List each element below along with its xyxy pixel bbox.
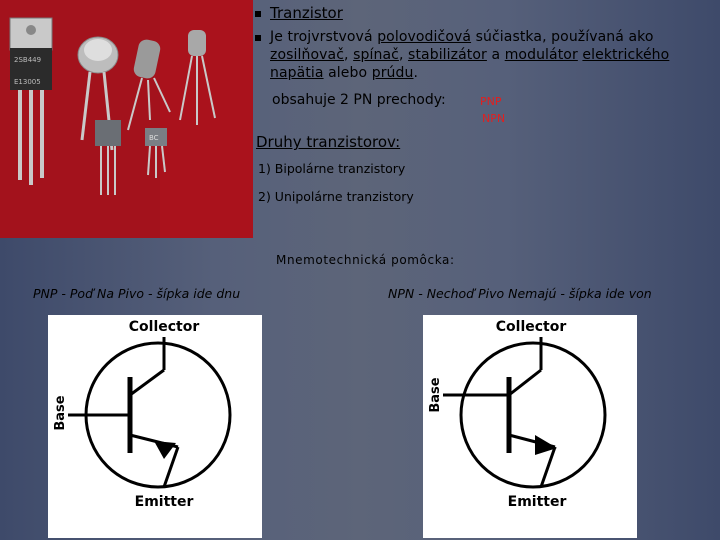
link-modulator[interactable]: modulátor: [504, 47, 578, 63]
npn-label: NPN: [482, 112, 506, 125]
part-label-small: BC: [149, 134, 159, 142]
npn-emitter-label: Emitter: [507, 494, 567, 510]
part-label-top: 2SB449: [14, 56, 42, 64]
link-zosilnovac[interactable]: zosilňovač: [270, 47, 344, 63]
bullet-2: [255, 35, 261, 41]
part-label-bottom: E13005: [14, 78, 41, 86]
pnp-arrow-in: [154, 441, 176, 459]
pnp-diagram: [48, 315, 262, 538]
npn-collector-label: Collector: [495, 319, 567, 335]
npn-mnemonic: NPN - Nechoď Pivo Nemajú - šípka ide von: [388, 286, 652, 301]
link-prudu[interactable]: prúdu: [371, 65, 414, 81]
slide-title[interactable]: Tranzistor: [270, 4, 343, 22]
npn-diagram: [423, 315, 637, 538]
bipolar-item: 1) Bipolárne tranzistory: [258, 161, 406, 176]
pnp-label: PNP: [480, 95, 502, 108]
pnp-mnemonic: PNP - Poď Na Pivo - šípka ide dnu: [33, 286, 241, 301]
link-stabilizator[interactable]: stabilizátor: [408, 47, 487, 63]
pnp-collector-label: Collector: [128, 319, 200, 335]
unipolar-item: 2) Unipolárne tranzistory: [258, 189, 414, 204]
link-polovodicova[interactable]: polovodičová: [377, 29, 472, 45]
mnemonic-heading: Mnemotechnická pomôcka:: [276, 253, 455, 267]
description-text: Je trojvrstvová polovodičová súčiastka, používaná ako zosilňovač, spínač, stabilizátor a modulátor elektrického napätia alebo prúdu.: [270, 29, 670, 81]
npn-base-label: Base: [428, 377, 443, 413]
npn-envelope: [461, 343, 605, 487]
link-spinac[interactable]: spínač: [353, 47, 399, 63]
pnp-emitter-label: Emitter: [134, 494, 194, 510]
link-elektrickeho-napatia[interactable]: elektrického napätia: [270, 47, 670, 81]
types-heading[interactable]: Druhy tranzistorov:: [256, 133, 401, 151]
junctions-text: obsahuje 2 PN prechody:: [272, 92, 446, 108]
bullet-1: [255, 11, 261, 17]
pnp-base-label: Base: [53, 395, 68, 431]
transistor-photo: [0, 0, 253, 238]
